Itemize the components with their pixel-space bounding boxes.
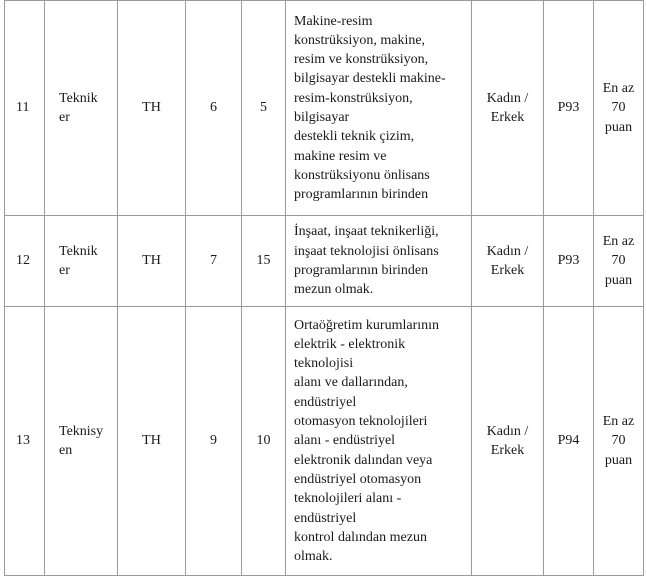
table-row bbox=[5, 1, 644, 216]
row-number: 11 bbox=[5, 1, 45, 216]
table-row bbox=[5, 307, 644, 576]
value-a-cell: 7 bbox=[186, 216, 242, 307]
score-cell: En az 70 puan bbox=[594, 307, 644, 576]
description-cell: İnşaat, inşaat teknikerliği, inşaat teknolojisi önlisans programlarının birinden mezun olmak. bbox=[286, 216, 472, 307]
score-cell: En az 70 puan bbox=[594, 1, 644, 216]
kpss-cell: P93 bbox=[544, 216, 594, 307]
code-cell: TH bbox=[118, 1, 186, 216]
kpss-cell: P93 bbox=[544, 1, 594, 216]
title-cell: Teknisy en bbox=[45, 307, 118, 576]
score-cell: En az 70 puan bbox=[594, 216, 644, 307]
row-number: 12 bbox=[5, 216, 45, 307]
row-number: 13 bbox=[5, 307, 45, 576]
gender-cell: Kadın / Erkek bbox=[472, 1, 544, 216]
title-cell: Teknik er bbox=[45, 216, 118, 307]
gender-cell: Kadın / Erkek bbox=[472, 216, 544, 307]
description-cell: Ortaöğretim kurumlarının elektrik - elektronik teknolojisi alanı ve dallarından, endüstriyel otomasyon teknolojileri alanı - endüstriyel elektronik dalından veya endüstriyel otomasyon teknolojileri alanı - endüstriyel kontrol dalından mezun olmak. bbox=[286, 307, 472, 576]
value-b-cell: 10 bbox=[242, 307, 286, 576]
title-cell: Teknik er bbox=[45, 1, 118, 216]
value-b-cell: 15 bbox=[242, 216, 286, 307]
description-cell: Makine-resim konstrüksiyon, makine, resim ve konstrüksiyon, bilgisayar destekli makine- resim-konstrüksiyon, bilgisayar destekli teknik çizim, makine resim ve konstrüksiyonu önlisans programlarının birinden bbox=[286, 1, 472, 216]
personnel-requirements-table bbox=[4, 0, 644, 576]
table-row bbox=[5, 216, 644, 307]
value-b-cell: 5 bbox=[242, 1, 286, 216]
value-a-cell: 6 bbox=[186, 1, 242, 216]
code-cell: TH bbox=[118, 307, 186, 576]
kpss-cell: P94 bbox=[544, 307, 594, 576]
code-cell: TH bbox=[118, 216, 186, 307]
gender-cell: Kadın / Erkek bbox=[472, 307, 544, 576]
value-a-cell: 9 bbox=[186, 307, 242, 576]
